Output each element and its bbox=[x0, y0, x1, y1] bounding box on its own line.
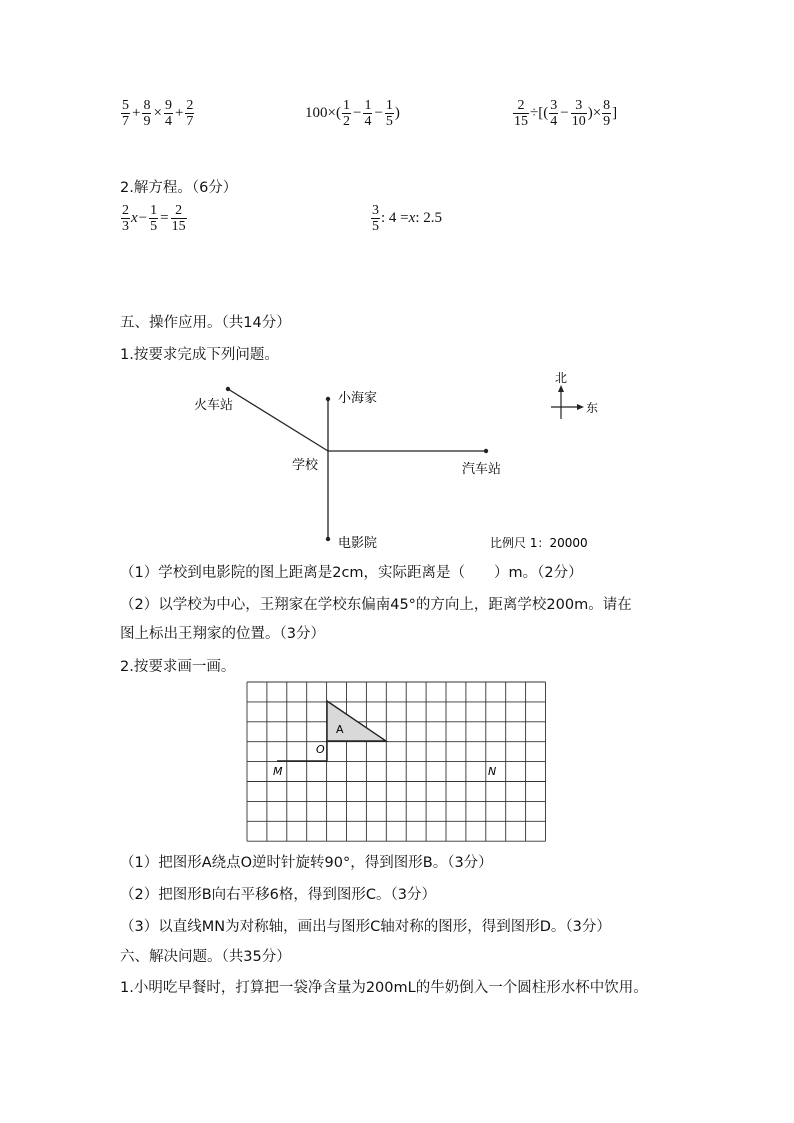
xiaohai-home-point bbox=[326, 397, 330, 401]
point-o-label: O bbox=[316, 743, 325, 756]
map-diagram bbox=[180, 365, 620, 555]
equation-1: $\frac{2}{3}$ x − $\frac{1}{5}$ = $\frac{2}{15}$ bbox=[122, 203, 186, 234]
school-label: 学校 bbox=[292, 458, 319, 473]
section5-q2: 2.按要求画一画。 bbox=[120, 659, 236, 675]
section6-q1: 1.小明吃早餐时，打算把一袋净含量为200mL的牛奶倒入一个圆柱形水杯中饮用。 bbox=[120, 980, 648, 996]
shape-a-label: A bbox=[336, 723, 344, 736]
point-m-label: M bbox=[273, 765, 283, 778]
scale-label: 比例尺 1：20000 bbox=[490, 536, 588, 550]
line-to-train-station bbox=[228, 389, 328, 451]
section5-heading: 五、操作应用。（共14分） bbox=[120, 315, 291, 331]
q2-part1: （1）把图形A绕点O逆时针旋转90°，得到图形B。（3分） bbox=[120, 855, 493, 871]
q1-part2-line1: （2）以学校为中心，王翔家在学校东偏南45°的方向上，距离学校200m。请在 bbox=[120, 597, 632, 613]
north-arrow-icon bbox=[558, 385, 564, 392]
east-label: 东 bbox=[586, 401, 599, 415]
section6-heading: 六、解决问题。（共35分） bbox=[120, 949, 291, 965]
east-arrow-icon bbox=[577, 404, 584, 410]
q1-part1: （1）学校到电影院的图上距离是2cm，实际距离是（ ）m。（2分） bbox=[120, 565, 583, 581]
train-station-label: 火车站 bbox=[194, 398, 234, 413]
cinema-label: 电影院 bbox=[338, 536, 378, 551]
equation-2: $\frac{3}{5}$ : 4 = x : 2.5 bbox=[372, 203, 442, 234]
q1-part2-line2: 图上标出王翔家的位置。（3分） bbox=[120, 626, 325, 642]
bus-station-point bbox=[484, 449, 488, 453]
bus-station-label: 汽车站 bbox=[462, 462, 502, 477]
expression-1: $\frac{5}{7}$ + $\frac{8}{9}$ × $\frac{9}{4}$ + $\frac{2}{7}$ bbox=[122, 98, 194, 129]
expression-3: $\frac{2}{15}$ ÷[( $\frac{3}{4}$ − $\frac{3}{10}$ )× $\frac{8}{9}$ ] bbox=[514, 98, 618, 129]
equations-heading: 2.解方程。（6分） bbox=[120, 180, 238, 196]
expression-2: 100×( $\frac{1}{2}$ − $\frac{1}{4}$ − $\frac{1}{5}$ ) bbox=[305, 98, 400, 129]
train-station-point bbox=[226, 387, 230, 391]
q2-part2: （2）把图形B向右平移6格，得到图形C。（3分） bbox=[120, 887, 436, 903]
point-n-label: N bbox=[488, 765, 497, 778]
grid-diagram bbox=[246, 681, 548, 843]
section5-q1: 1.按要求完成下列问题。 bbox=[120, 347, 279, 363]
cinema-point bbox=[326, 537, 330, 541]
north-label: 北 bbox=[555, 371, 568, 385]
xiaohai-home-label: 小海家 bbox=[338, 391, 378, 406]
q2-part3: （3）以直线MN为对称轴，画出与图形C轴对称的图形，得到图形D。（3分） bbox=[120, 919, 611, 935]
